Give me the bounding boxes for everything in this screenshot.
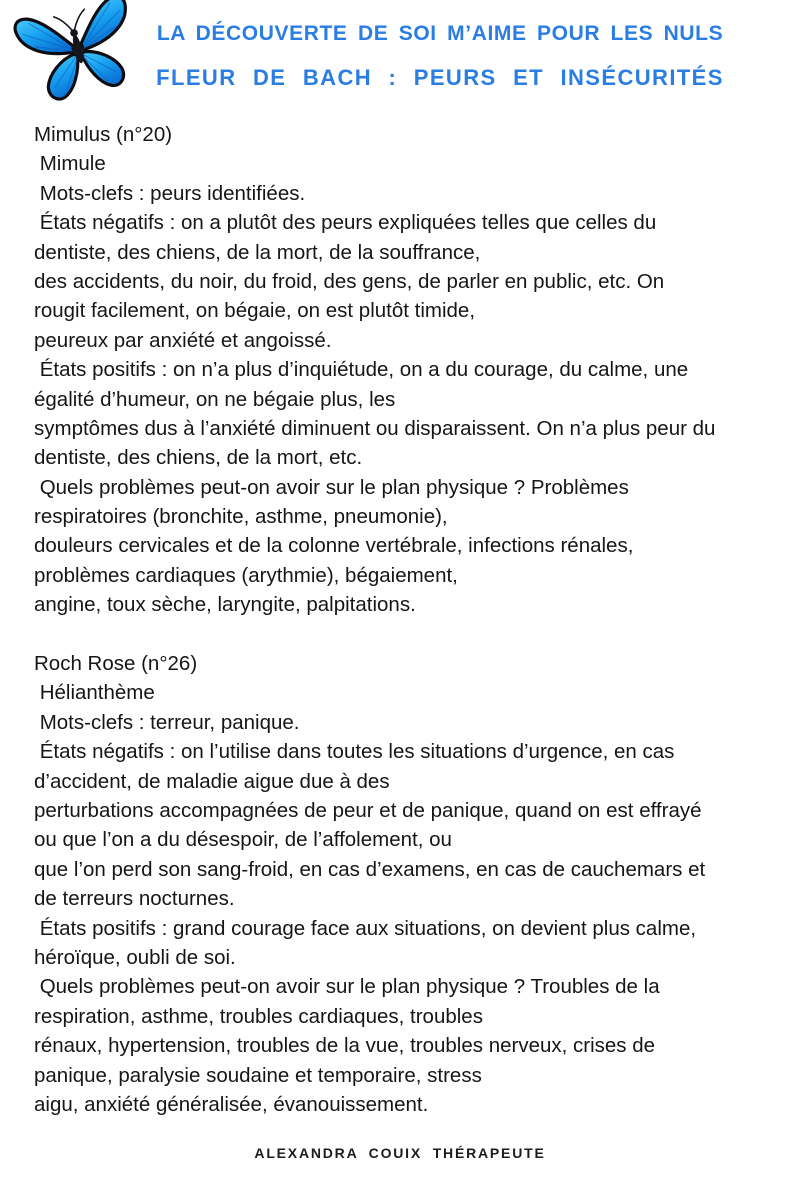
footer-signature: ALEXANDRA COUIX THÉRAPEUTE (254, 1145, 546, 1161)
page-subtitle: FLEUR DE BACH : PEURS ET INSÉCURITÉS (156, 65, 724, 90)
butterfly-icon (12, 0, 144, 110)
text-line: dentiste, des chiens, de la mort, de la souffrance, (34, 240, 481, 264)
text-line: symptômes dus à l’anxiété diminuent ou disparaissent. On n’a plus peur du (34, 416, 716, 440)
text-line: États positifs : grand courage face aux situations, on devient plus calme, (34, 916, 697, 940)
text-line: de terreurs nocturnes. (34, 887, 235, 911)
text-line: Mots-clefs : peurs identifiées. (34, 181, 306, 205)
text-line: douleurs cervicales et de la colonne vertébrale, infections rénales, (34, 534, 634, 558)
text-line: des accidents, du noir, du froid, des gens, de parler en public, etc. On (34, 269, 665, 293)
butterfly-logo (12, 0, 144, 110)
text-line: Mimule (34, 152, 106, 176)
text-line: héroïque, oubli de soi. (34, 945, 236, 969)
text-line: Mots-clefs : terreur, panique. (34, 710, 300, 734)
text-line: Quels problèmes peut-on avoir sur le plan physique ? Troubles de la (34, 975, 660, 999)
text-line: Quels problèmes peut-on avoir sur le plan physique ? Problèmes (34, 475, 629, 499)
text-line: égalité d’humeur, on ne bégaie plus, les (34, 387, 396, 411)
text-line: respiration, asthme, troubles cardiaques, troubles (34, 1004, 483, 1028)
text-line: rougit facilement, on bégaie, on est plutôt timide, (34, 299, 476, 323)
text-line: États négatifs : on l’utilise dans toutes les situations d’urgence, en cas (34, 740, 675, 764)
text-line: aigu, anxiété généralisée, évanouissement. (34, 1092, 429, 1116)
document-body (34, 120, 800, 1119)
text-line: que l’on perd son sang-froid, en cas d’examens, en cas de cauchemars et (34, 857, 706, 881)
text-line: d’accident, de maladie aigue due à des (34, 769, 390, 793)
text-line: perturbations accompagnées de peur et de panique, quand on est effrayé (34, 798, 702, 822)
text-line: ou que l’on a du désespoir, de l’affolement, ou (34, 828, 452, 852)
section (34, 649, 800, 1119)
text-line: Roch Rose (n°26) (34, 652, 198, 676)
text-line: problèmes cardiaques (arythmie), bégaiement, (34, 563, 458, 587)
text-line: rénaux, hypertension, troubles de la vue, troubles nerveux, crises de (34, 1034, 656, 1058)
text-line: Hélianthème (34, 681, 155, 705)
page-title: LA DÉCOUVERTE DE SOI M’AIME POUR LES NULS (156, 22, 724, 45)
text-line: respiratoires (bronchite, asthme, pneumonie), (34, 505, 448, 529)
text-line: peureux par anxiété et angoissé. (34, 328, 332, 352)
text-line: États positifs : on n’a plus d’inquiétude, on a du courage, du calme, une (34, 358, 689, 382)
text-line: panique, paralysie soudaine et temporaire, stress (34, 1063, 482, 1087)
text-line: dentiste, des chiens, de la mort, etc. (34, 446, 363, 470)
text-line: États négatifs : on a plutôt des peurs expliquées telles que celles du (34, 211, 657, 235)
text-line: Mimulus (n°20) (34, 123, 173, 146)
section (34, 120, 800, 620)
text-line: angine, toux sèche, laryngite, palpitations. (34, 593, 416, 617)
